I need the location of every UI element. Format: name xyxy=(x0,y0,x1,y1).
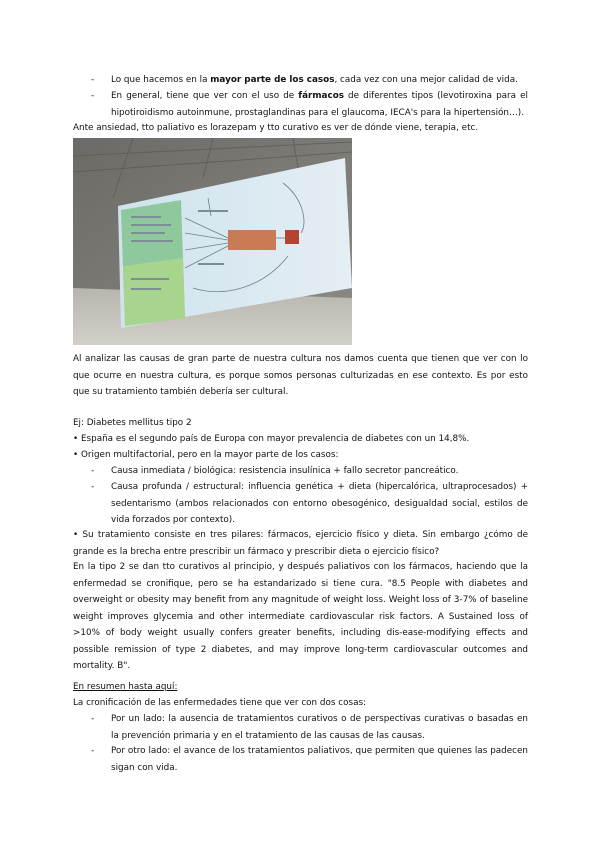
bullet-tratamiento: • Su tratamiento consiste en tres pilares: fármacos, ejercicio físico y dieta. Sin embargo ¿cómo de grande es la brecha entre prescribir un fármaco y prescribir dieta o ejercicio físico? xyxy=(73,530,528,557)
bullet-origen: • Origen multifactorial, pero en la mayor parte de los casos: xyxy=(73,450,339,460)
list-item: Por un lado: la ausencia de tratamientos curativos o de perspectivas curativas o basadas en la prevención primaria y en el tratamiento de las causas de las causas. xyxy=(111,714,528,741)
bullet-prevalencia: • España es el segundo país de Europa con mayor prevalencia de diabetes con un 14,8%. xyxy=(73,434,470,444)
paragraph-causas: Al analizar las causas de gran parte de nuestra cultura nos damos cuenta que tienen que ver con lo que ocurre en nuestra cultura, es porque somos personas culturizadas en ese contexto. Es por esto que su tratamiento también debería ser cultural. xyxy=(73,354,528,397)
paragraph-ansiedad: Ante ansiedad, tto paliativo es lorazepam y tto curativo es ver de dónde viene, terapia, etc. xyxy=(73,123,479,133)
list-item: Por otro lado: el avance de los tratamientos paliativos, que permiten que quienes las padecen sigan con vida. xyxy=(111,746,528,773)
slide-photo xyxy=(73,138,352,345)
paragraph-tipo2: En la tipo 2 se dan tto curativos al principio, y después paliativos con los fármacos, haciendo que la enfermedad se cronifique, pero se ha estandarizado si tiene cura. "8.5 People with diabetes and overweight or obesity may benefit from any magnitude of weight loss. Weight loss of 3-7% of baseline weight improves glycemia and other intermediate cardiovascular risk factors. A Sustained loss of >10% of body weight usually confers greater benefits, including dis-ease-modifying effects and possible remission of type 2 diabetes, and may improve long-term cardiovascular outcomes and mortality. B". xyxy=(73,562,528,671)
list-dash: - xyxy=(91,482,95,492)
list-dash: - xyxy=(91,714,95,724)
list-dash: - xyxy=(91,466,95,476)
list-dash: - xyxy=(91,91,95,101)
example-title: Ej: Diabetes mellitus tipo 2 xyxy=(73,418,192,428)
summary-intro: La cronificación de las enfermedades tiene que ver con dos cosas: xyxy=(73,698,367,708)
list-item: Causa inmediata / biológica: resistencia insulínica + fallo secretor pancreático. xyxy=(111,466,459,476)
list-item: Lo que hacemos en la mayor parte de los casos, cada vez con una mejor calidad de vida. xyxy=(111,75,518,85)
list-dash: - xyxy=(91,746,95,756)
summary-title: En resumen hasta aquí: xyxy=(73,682,178,692)
list-item: En general, tiene que ver con el uso de fármacos de diferentes tipos (levotiroxina para el hipotiroidismo autoinmune, prostaglandinas para el glaucoma, IECA's para la hipertensión…). xyxy=(111,91,528,118)
list-dash: - xyxy=(91,75,95,85)
list-item: Causa profunda / estructural: influencia genética + dieta (hipercalórica, ultraprocesados) + sedentarismo (ambos relacionados con entorno obesogénico, desigualdad social, estilos de vida forzados por contexto). xyxy=(111,482,528,525)
